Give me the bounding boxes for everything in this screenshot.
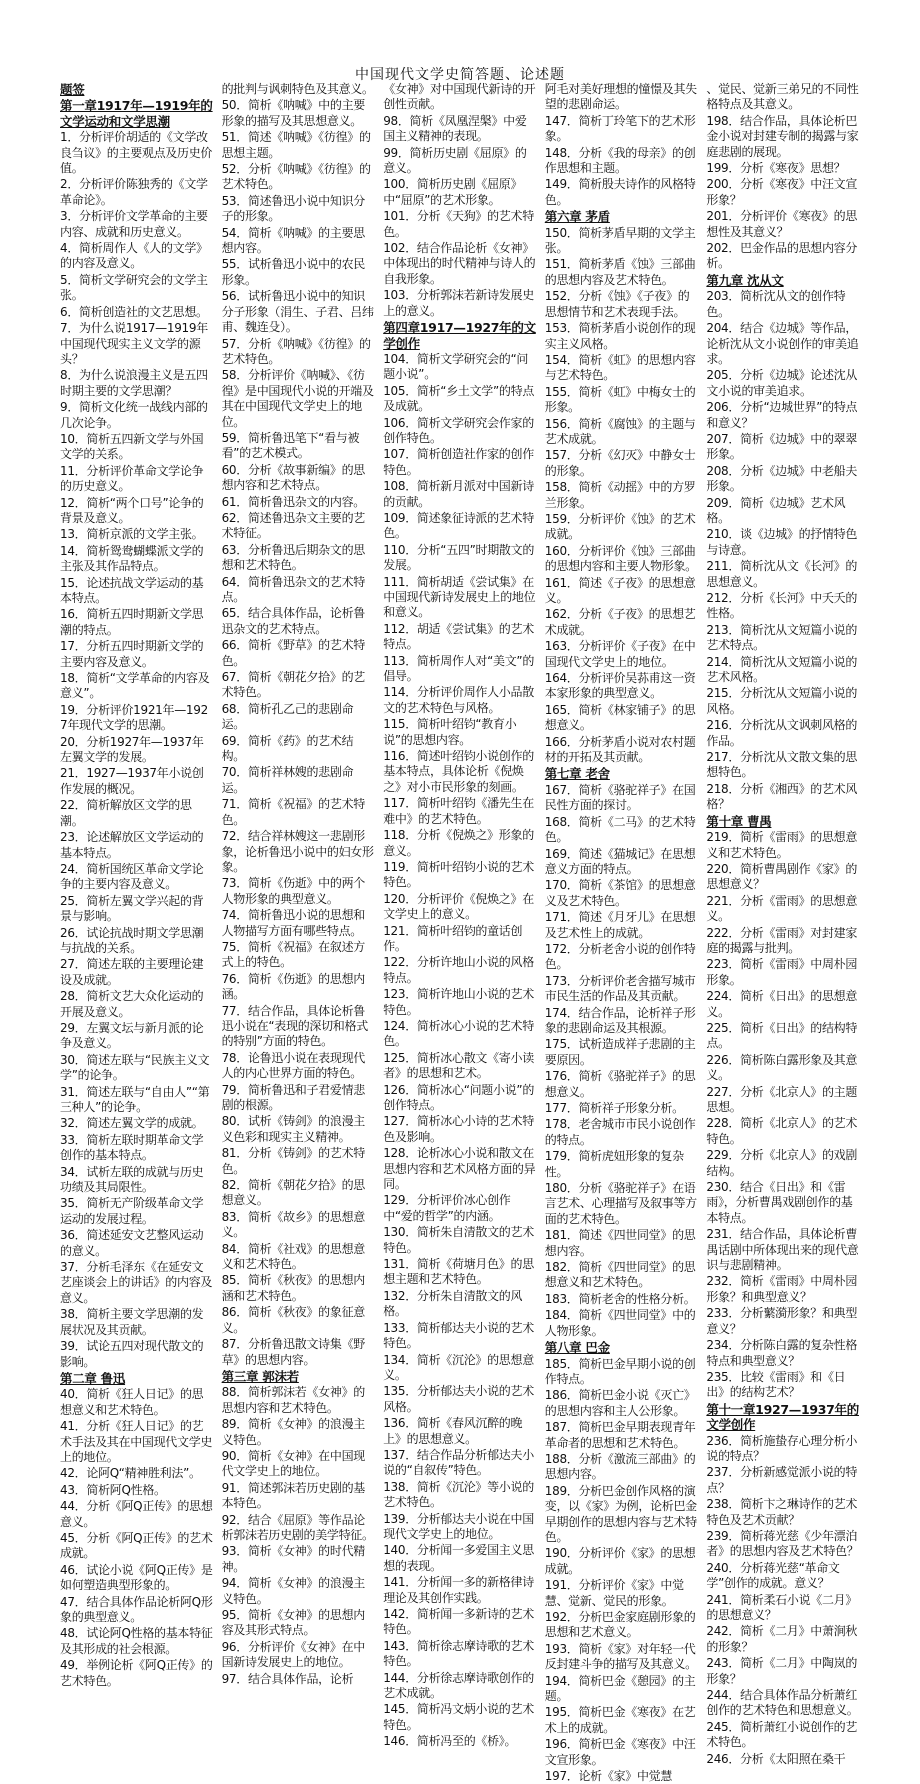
question-item: 41．分析《狂人日记》的艺术手法及其在中国现代文学史上的地位。 — [60, 1419, 213, 1464]
question-item: 176．简析《骆驼祥子》的思想意义。 — [544, 1069, 696, 1099]
question-item: 196．简析巴金《寒夜》中汪文宣形象。 — [544, 1737, 696, 1767]
question-item: 67．简析《朝花夕拾》的艺术特色。 — [221, 670, 365, 700]
question-item: 121．简析叶绍钧的童话创作。 — [383, 923, 523, 953]
question-item: 180．分析《骆驼祥子》在语言艺术、心理描写及叙事等方面的艺术特色。 — [544, 1181, 697, 1226]
question-item: 132．分析朱自清散文的风格。 — [383, 1288, 523, 1319]
question-item: 231．结合作品，具体论析曹禺话剧中所体现出来的现代意识与悲剧精神。 — [706, 1227, 859, 1273]
question-item: 131．简析《荷塘月色》的思想主题和艺术特色。 — [383, 1257, 534, 1287]
section-heading: 第四章1917—1927年的文学创作 — [383, 320, 536, 351]
question-item: 143．简析徐志摩诗歌的艺术特色。 — [383, 1638, 534, 1669]
question-item: 36．简述延安文艺整风运动的意义。 — [60, 1228, 204, 1258]
question-item: 86．简析《秋夜》的象征意义。 — [221, 1305, 365, 1335]
question-item: 227．分析《北京人》的主题思想。 — [706, 1084, 858, 1114]
question-item: 128．论析冰心小说和散文在思想内容和艺术风格方面的异同。 — [383, 1146, 536, 1192]
question-item: 《女神》对中国现代新诗的开创性贡献。 — [383, 82, 536, 112]
question-item: 29．左翼文坛与新月派的论争及意义。 — [60, 1020, 204, 1051]
question-item: 123．简析许地山小说的艺术特色。 — [383, 987, 534, 1017]
section-heading: 第七章 老舍 — [544, 766, 610, 782]
question-item: 44．分析《阿Q正传》的思想意义。 — [60, 1499, 213, 1529]
question-item: 7．为什么说1917—1919年中国现代现实主义文学的源头？ — [60, 321, 208, 366]
question-item: 103．分析郭沫若新诗发展史上的意义。 — [383, 288, 534, 318]
section-heading: 第九章 沈从文 — [706, 272, 784, 288]
question-item: 2．分析评价陈独秀的《文学革命论》。 — [60, 177, 208, 207]
question-item: 108．简析新月派对中国新诗的贡献。 — [383, 479, 534, 509]
question-item: 140．分析闻一多爱国主义思想的表现。 — [383, 1543, 534, 1573]
question-item: 43．简析阿Q性格。 — [60, 1482, 166, 1497]
question-item: 70．简析祥林嫂的悲剧命运。 — [221, 765, 354, 795]
question-item: 178．老舍城市市民小说创作的特点。 — [544, 1117, 696, 1147]
question-item: 1．分析评价胡适的《文学改良刍议》的主要观点及历史价值。 — [60, 130, 213, 176]
question-item: 5．简析文学研究会的文学主张。 — [60, 272, 208, 303]
text-column-5 — [706, 82, 860, 1766]
question-item: 220．简析曹禺剧作《家》的思想意义？ — [706, 861, 858, 892]
question-item: 127．简析冰心小诗的艺术特色及影响。 — [383, 1114, 534, 1144]
question-item: 46．试论小说《阿Q正传》是如何塑造典型形象的。 — [60, 1562, 213, 1593]
question-item: 139．分析郁达夫小说在中国现代文学史上的地位。 — [383, 1511, 534, 1541]
question-item: 62．简述鲁迅杂文主要的艺术特征。 — [221, 510, 365, 541]
question-item: 110．分析“五四”时期散文的发展。 — [383, 542, 535, 573]
question-item: 10．简析五四新文学与外国文学的关系。 — [60, 431, 204, 462]
question-item: 47．结合具体作品论析阿Q形象的典型意义。 — [60, 1594, 213, 1624]
question-item: 222．分析《雷雨》对封建家庭的揭露与批判。 — [706, 925, 858, 955]
question-item: 39．试论五四对现代散文的影响。 — [60, 1339, 204, 1369]
question-item: 83．简析《故乡》的思想意义。 — [221, 1209, 365, 1240]
question-item: 216．分析沈从文讽刺风格的作品。 — [706, 718, 858, 748]
section-heading: 第六章 茅盾 — [544, 209, 610, 225]
question-item: 183．简析老舍的性格分析。 — [544, 1291, 696, 1306]
question-item: 202．巴金作品的思想内容分析。 — [706, 241, 858, 271]
question-item: 37．分析毛泽东《在延安文艺座谈会上的讲话》的内容及意义。 — [60, 1260, 213, 1305]
question-item: 30．简述左联与“民族主义文学”的论争。 — [60, 1052, 210, 1083]
question-item: 71．简析《祝福》的艺术特色。 — [221, 797, 365, 827]
question-item: 87．分析鲁迅散文诗集《野草》的思想内容。 — [221, 1337, 365, 1367]
question-item: 163．分析评价《子夜》在中国现代文学史上的地位。 — [544, 639, 696, 669]
question-item: 186．简析巴金小说《灭亡》的思想内容和主人公形象。 — [544, 1388, 696, 1418]
question-item: 115．简析叶绍钧“教育小说”的思想内容。 — [383, 717, 517, 747]
question-item: 184．简析《四世同堂》中的人物形象。 — [544, 1308, 696, 1338]
question-item: 61．简析鲁迅杂文的内容。 — [221, 494, 365, 509]
question-item: 58．分析评价《呐喊》、《彷徨》是中国现代小说的开端及其在中国现代文学史上的地位。 — [221, 368, 374, 429]
question-item: 144．分析徐志摩诗歌创作的艺术成就。 — [383, 1670, 534, 1701]
question-item: 240．分析蒋光慈“革命文学”创作的成就。意义？ — [706, 1560, 840, 1591]
question-item: 48．试论阿Q性格的基本特征及其形成的社会根源。 — [60, 1626, 213, 1656]
question-item: 141．分析闻一多的新格律诗理论及其创作实践。 — [383, 1575, 534, 1605]
question-item: 185．简析巴金早期小说的创作特点。 — [544, 1356, 696, 1386]
question-item: 205．分析《边城》论述沈从文小说的审美追求。 — [706, 368, 858, 398]
question-item: 80．试析《铸剑》的浪漫主义色彩和现实主义精神。 — [221, 1114, 365, 1144]
question-item: 224．简析《日出》的思想意义。 — [706, 989, 858, 1019]
question-item: 52．分析《呐喊》《彷徨》的艺术特色。 — [221, 162, 371, 192]
question-item: 23．论述解放区文学运动的基本特点。 — [60, 830, 204, 860]
question-item: 167．简析《骆驼祥子》在国民性方面的探讨。 — [544, 782, 696, 813]
section-heading: 第八章 巴金 — [544, 1340, 610, 1356]
question-item: 17．分析五四时期新文学的主要内容及意义。 — [60, 639, 204, 669]
question-item: 89．简析《女神》的浪漫主义特色。 — [221, 1417, 365, 1447]
question-item: 79．简析鲁迅和子君爱情悲剧的根源。 — [221, 1082, 365, 1112]
question-item: 91．简述郭沫若历史剧的基本特色。 — [221, 1480, 365, 1511]
question-item: 85．简析《秋夜》的思想内涵和艺术特色。 — [221, 1273, 365, 1303]
question-item: 237．分析新感觉派小说的特点？ — [706, 1465, 858, 1495]
question-item: 69．简析《药》的艺术结构。 — [221, 733, 354, 764]
question-item: 155．简析《虹》中梅女士的形象。 — [544, 384, 696, 415]
question-item: 142．简析闻一多新诗的艺术特色。 — [383, 1607, 534, 1637]
question-item: 101．分析《天狗》的艺术特色。 — [383, 209, 534, 239]
question-item: 159．分析评价《蚀》的艺术成就。 — [544, 511, 696, 542]
question-item: 28．简析文艺大众化运动的开展及意义。 — [60, 989, 204, 1019]
question-item: 6．简析创造社的文艺思想。 — [60, 304, 208, 319]
question-item: 25．简析左翼文学兴起的背景与影响。 — [60, 893, 204, 924]
question-item: 192．分析巴金家庭剧形象的思想和艺术意义。 — [544, 1610, 696, 1640]
question-item: 154．简析《虹》的思想内容与艺术特色。 — [544, 352, 696, 383]
question-item: 45．分析《阿Q正传》的艺术成就。 — [60, 1530, 213, 1561]
question-item: 130．简析朱自清散文的艺术特色。 — [383, 1225, 534, 1255]
question-item: 93．简析《女神》的时代精神。 — [221, 1544, 365, 1574]
question-item: 169．简述《猫城记》在思想意义方面的特点。 — [544, 846, 696, 876]
question-item: 168．简析《二马》的艺术特色。 — [544, 814, 696, 845]
question-item: 214．简析沈从文短篇小说的艺术风格。 — [706, 654, 858, 685]
question-item: 57．分析《呐喊》《彷徨》的艺术特色。 — [221, 336, 371, 366]
question-item: 177．简析祥子形象分析。 — [544, 1101, 684, 1115]
question-item: 212．分析《长河》中夭夭的性格。 — [706, 591, 858, 621]
question-item: 165．简析《林家铺子》的思想意义。 — [544, 702, 696, 733]
question-item: 225．简析《日出》的结构特点。 — [706, 1020, 858, 1051]
section-heading: 第二章 鲁迅 — [60, 1370, 126, 1386]
question-item: 75．简析《祝福》在叙述方式上的特色。 — [221, 939, 365, 970]
question-item: 50．简析《呐喊》中的主要形象的描写及其思想意义。 — [221, 98, 365, 128]
question-item: 148．分析《我的母亲》的创作思想和主题。 — [544, 145, 696, 176]
question-item: 、觉民、觉新三弟兄的不同性格特点及其意义。 — [706, 82, 859, 112]
text-column-3 — [383, 82, 537, 1749]
question-item: 171．简述《月牙儿》在思想及艺术性上的成就。 — [544, 910, 696, 940]
question-item: 241．简析柔石小说《二月》的思想意义？ — [706, 1592, 858, 1622]
question-item: 219．简析《雷雨》的思想意义和艺术特色。 — [706, 830, 858, 860]
question-item: 53．简述鲁迅小说中知识分子的形象。 — [221, 193, 365, 224]
question-item: 152．分析《蚀》《子夜》的思想情节和艺术表现手法。 — [544, 289, 690, 319]
question-item: 73．简析《伤逝》中的两个人物形象的典型意义。 — [221, 876, 365, 906]
question-item: 203．简析沈从文的创作特色。 — [706, 289, 846, 319]
text-columns — [60, 82, 860, 1784]
question-item: 31．简述左联与“自由人”“第三种人”的论争。 — [60, 1084, 210, 1114]
question-item: 187．简析巴金早期表现青年革命者的思想和艺术特色。 — [544, 1420, 696, 1450]
question-item: 235．比较《雷雨》和《日出》的结构艺术？ — [706, 1369, 846, 1400]
question-item: 138．简析《沉沦》等小说的艺术特色。 — [383, 1479, 534, 1510]
question-item: 217．分析沈从文散文集的思想特色。 — [706, 750, 858, 780]
question-item: 97．结合具体作品，论析 — [221, 1671, 354, 1686]
question-item: 200．分析《寒夜》中汪文宣形象？ — [706, 177, 858, 207]
question-item: 198．结合作品，具体论析巴金小说对封建专制的揭露与家庭悲剧的展现。 — [706, 113, 859, 159]
question-item: 114．分析评价周作人小品散文的艺术特色与风格。 — [383, 685, 534, 715]
question-item: 88．简析郭沫若《女神》的思想内容和艺术特色。 — [221, 1385, 365, 1415]
question-item: 78．论鲁迅小说在表现现代人的内心世界方面的特色。 — [221, 1050, 365, 1081]
question-item: 12．简析“两个口号”论争的背景及意义。 — [60, 495, 204, 525]
question-item: 96．分析评价《女神》在中国新诗发展史上的地位。 — [221, 1639, 365, 1670]
question-item: 188．分析《激流三部曲》的思想内容。 — [544, 1451, 696, 1482]
question-item: 77．结合作品，具体论析鲁迅小说在“表现的深切和格式的特别”方面的特色。 — [221, 1003, 368, 1049]
question-item: 94．简析《女神》的浪漫主义特色。 — [221, 1576, 365, 1606]
question-item: 233．分析蘩漪形象？和典型意义？ — [706, 1306, 858, 1336]
question-item: 113．简析周作人对“美文”的倡导。 — [383, 653, 535, 684]
question-item: 15．论述抗战文学运动的基本特点。 — [60, 575, 204, 605]
question-item: 76．简析《伤逝》的思想内涵。 — [221, 971, 365, 1002]
question-item: 64．简析鲁迅杂文的艺术特点。 — [221, 574, 365, 604]
question-item: 162．分析《子夜》的思想艺术成就。 — [544, 607, 696, 637]
question-item: 105．简析“乡土文学”的特点及成就。 — [383, 383, 535, 414]
question-item: 175．试析造成祥子悲剧的主要原因。 — [544, 1037, 696, 1067]
question-item: 179．简析虎妞形象的复杂性。 — [544, 1149, 684, 1179]
question-item: 189．分析巴金创作风格的演变，以《家》为例，论析巴金早期创作的思想内容与艺术特色。 — [544, 1483, 697, 1544]
question-item: 172．分析老舍小说的创作特色。 — [544, 941, 696, 972]
text-column-1 — [60, 82, 214, 1688]
document-title: 中国现代文学史简答题、论述题 — [355, 67, 565, 83]
question-item: 206．分析“边城世界”的特点和意义？ — [706, 400, 858, 430]
question-item: 209．简析《边城》艺术风格。 — [706, 495, 846, 525]
question-item: 229．分析《北京人》的戏剧结构。 — [706, 1148, 858, 1178]
question-item: 20．分析1927年—1937年左翼文学的发展。 — [60, 734, 204, 765]
question-item: 84．简析《社戏》的思想意义和艺术特色。 — [221, 1241, 365, 1272]
question-item: 81．分析《铸剑》的艺术特色。 — [221, 1146, 365, 1176]
question-item: 59．简析鲁迅笔下“看与被看”的艺术模式。 — [221, 430, 360, 461]
question-item: 166．分析茅盾小说对农村题材的开拓及其贡献。 — [544, 734, 696, 765]
question-item: 32．简述左翼文学的成就。 — [60, 1116, 204, 1131]
question-item: 182．简析《四世同堂》的思想意义和艺术特色。 — [544, 1260, 696, 1290]
section-heading: 第一章1917年—1919年的文学运动和文学思潮 — [60, 98, 213, 129]
question-item: 232．简析《雷雨》中周朴园形象？和典型意义？ — [706, 1274, 858, 1304]
question-item: 126．简析冰心“问题小说”的创作特点。 — [383, 1082, 535, 1112]
question-item: 210．谈《边城》的抒情特色与诗意。 — [706, 527, 858, 557]
question-item: 99．简析历史剧《屈原》的意义。 — [383, 145, 527, 176]
question-item: 195．简析巴金《寒夜》在艺术上的成就。 — [544, 1705, 696, 1735]
question-item: 223．简析《雷雨》中周朴园形象。 — [706, 957, 858, 987]
question-item: 145．简析冯文炳小说的艺术特色。 — [383, 1702, 534, 1732]
question-item: 21．1927—1937年小说创作发展的概况。 — [60, 766, 204, 796]
question-item: 33．简析左联时期革命文学创作的基本特点。 — [60, 1132, 204, 1163]
question-item: 193．简析《家》对年轻一代反封建斗争的描写及其意义。 — [544, 1641, 697, 1672]
question-item: 16．简析五四时期新文学思潮的特点。 — [60, 607, 204, 637]
question-item: 197．论析《家》中觉慧 — [544, 1769, 673, 1784]
question-item: 137．结合作品分析郁达夫小说的“自叙传”特色。 — [383, 1447, 534, 1478]
question-item: 211．简析沈从文《长河》的思想意义。 — [706, 559, 858, 589]
question-item: 153．简析茅盾小说创作的现实主义风格。 — [544, 321, 696, 351]
section-heading: 第十一章1927—1937年的文学创作 — [706, 1401, 859, 1433]
question-item: 111．简析胡适《尝试集》在中国现代新诗发展史上的地位和意义。 — [383, 574, 536, 620]
question-item: 156．简析《腐蚀》的主题与艺术成就。 — [544, 416, 696, 446]
text-column-2 — [221, 82, 376, 1686]
question-item: 阿毛对美好理想的憧憬及其失望的悲剧命运。 — [544, 82, 697, 112]
question-item: 239．简析蒋光慈《少年漂泊者》的思想内容及艺术特色？ — [706, 1528, 859, 1559]
question-item: 191．分析评价《家》中觉慧、觉新、觉民的形象。 — [544, 1578, 684, 1608]
question-item: 的批判与讽刺特色及其意义。 — [221, 82, 374, 96]
question-item: 72．结合祥林嫂这一悲剧形象，论析鲁迅小说中的妇女形象。 — [221, 829, 374, 874]
question-item: 243．简析《二月》中陶岚的形象？ — [706, 1656, 858, 1686]
question-item: 102．结合作品论析《女神》中体现出的时代精神与诗人的自我形象。 — [383, 241, 536, 286]
question-item: 170．简析《茶馆》的思想意义及艺术特色。 — [544, 878, 696, 908]
question-item: 56．试析鲁迅小说中的知识分子形象（涓生、子君、吕纬甫、魏连殳）。 — [221, 289, 374, 335]
question-item: 218．分析《湘西》的艺术风格？ — [706, 781, 858, 812]
question-item: 49．举例论析《阿Q正传》的艺术特色。 — [60, 1658, 213, 1688]
question-item: 8．为什么说浪漫主义是五四时期主要的文学思潮？ — [60, 368, 208, 398]
question-item: 100．简析历史剧《屈原》中“屈原”的艺术形象。 — [383, 177, 523, 207]
question-item: 157．分析《幻灭》中静女士的形象。 — [544, 448, 696, 478]
question-item: 160．分析评价《蚀》三部曲的思想内容和主要人物形象。 — [544, 543, 697, 574]
question-item: 34．试析左联的成就与历史功绩及其局限性。 — [60, 1164, 204, 1195]
question-item: 27．简述左联的主要理论建设及成就。 — [60, 957, 204, 987]
question-item: 106．简析文学研究会作家的创作特色。 — [383, 415, 534, 445]
question-item: 60．分析《故事新编》的思想内容和艺术特点。 — [221, 462, 365, 493]
question-item: 228．简析《北京人》的艺术特色。 — [706, 1116, 858, 1146]
question-item: 11．分析评价革命文学论争的历史意义。 — [60, 463, 204, 494]
question-item: 24．简析国统区革命文学论争的主要内容及意义。 — [60, 861, 204, 892]
question-item: 13．简析京派的文学主张。 — [60, 527, 204, 542]
question-item: 3．分析评价文学革命的主要内容、成就和历史意义。 — [60, 209, 208, 239]
question-item: 104．简析文学研究会的“问题小说”。 — [383, 351, 529, 382]
question-item: 42．论阿Q“精神胜利法”。 — [60, 1466, 201, 1481]
question-item: 66．简析《野草》的艺术特色。 — [221, 638, 365, 668]
section-heading: 第十章 曹禺 — [706, 813, 772, 829]
question-item: 40．简析《狂人日记》的思想意义和艺术特色。 — [60, 1387, 204, 1417]
question-item: 65．结合具体作品，论析鲁迅杂文的艺术特点。 — [221, 606, 365, 636]
question-item: 146．简析冯至的《桥》。 — [383, 1734, 517, 1749]
question-item: 98．简析《凤凰涅槃》中爱国主义精神的表现。 — [383, 113, 527, 144]
question-item: 238．简析卞之琳诗作的艺术特色及艺术贡献？ — [706, 1497, 858, 1527]
question-item: 107．简析创造社作家的创作特色。 — [383, 447, 534, 477]
question-item: 164．分析评价吴荪甫这一资本家形象的典型意义。 — [544, 671, 696, 701]
question-item: 51．简述《呐喊》《彷徨》的思想主题。 — [221, 130, 371, 160]
question-item: 125．简析冰心散文《寄小读者》的思想和艺术。 — [383, 1050, 534, 1081]
question-item: 158．简析《动摇》中的方罗兰形象。 — [544, 480, 696, 510]
question-item: 221．分析《雷雨》的思想意义。 — [706, 893, 858, 924]
question-item: 136．简析《春风沉醉的晚上》的思想意义。 — [383, 1416, 523, 1446]
question-item: 199．分析《寒夜》思想？ — [706, 161, 846, 176]
question-item: 54．简析《呐喊》的主要思想内容。 — [221, 225, 365, 256]
question-item: 18．简析“文学革命的内容及意义”。 — [60, 671, 210, 701]
question-item: 116．简述叶绍钧小说创作的基本特点，具体论析《倪焕之》对小市民形象的刻画。 — [383, 749, 534, 794]
question-item: 151．简析茅盾《蚀》三部曲的思想内容及艺术特色。 — [544, 257, 696, 287]
question-item: 236．简析施蛰存心理分析小说的特点？ — [706, 1433, 858, 1463]
question-item: 14．简析鸳鸯蝴蝶派文学的主张及其作品特点。 — [60, 543, 204, 574]
section-heading: 第三章 郭沫若 — [221, 1368, 299, 1384]
section-heading: 题签 — [60, 82, 85, 97]
question-item: 92．结合《屈原》等作品论析郭沫若历史剧的美学特征。 — [221, 1512, 374, 1542]
question-item: 149．简析殷夫诗作的风格特色。 — [544, 177, 696, 207]
question-item: 242．简析《二月》中萧涧秋的形象？ — [706, 1624, 858, 1654]
question-item: 26．试论抗战时期文学思潮与抗战的关系。 — [60, 925, 204, 955]
question-item: 9．简析文化统一战线内部的几次论争。 — [60, 400, 208, 430]
question-item: 117．简析叶绍钧《潘先生在难中》的艺术特色。 — [383, 796, 534, 826]
question-item: 90．简析《女神》在中国现代文学史上的地位。 — [221, 1448, 365, 1479]
question-item: 4．简析周作人《人的文学》的内容及意义。 — [60, 241, 208, 271]
question-item: 55．试析鲁迅小说中的农民形象。 — [221, 257, 365, 287]
question-item: 226．简析陈白露形象及其意义。 — [706, 1052, 858, 1083]
question-item: 244．结合具体作品分析萧红创作的艺术特色和思想意义。 — [706, 1688, 859, 1718]
question-item: 109．简述象征诗派的艺术特色。 — [383, 510, 534, 541]
question-item: 129．分析评价冰心创作中“爱的哲学”的内涵。 — [383, 1193, 511, 1223]
question-item: 112．胡适《尝试集》的艺术特点。 — [383, 621, 534, 652]
question-item: 213．简析沈从文短篇小说的艺术特点。 — [706, 622, 858, 653]
question-item: 38．简析主要文学思潮的发展状况及其贡献。 — [60, 1307, 204, 1337]
question-item: 174．结合作品，论析祥子形象的悲剧命运及其根源。 — [544, 1005, 696, 1035]
question-item: 35．简析无产阶级革命文学运动的发展过程。 — [60, 1196, 204, 1226]
question-item: 234．分析陈白露的复杂性格特点和典型意义？ — [706, 1338, 858, 1368]
question-item: 22．简析解放区文学的思潮。 — [60, 798, 192, 828]
question-item: 150．简析茅盾早期的文学主张。 — [544, 225, 696, 256]
question-item: 201．分析评价《寒夜》的思想性及其意义？ — [706, 209, 858, 239]
question-item: 133．简析郁达夫小说的艺术特色。 — [383, 1320, 534, 1351]
question-item: 208．分析《边城》中老船夫形象。 — [706, 463, 858, 494]
question-item: 122．分析许地山小说的风格特点。 — [383, 955, 534, 985]
question-item: 120．分析评价《倪焕之》在文学史上的意义。 — [383, 891, 534, 922]
question-item: 19．分析评价1921年—1927年现代文学的思潮。 — [60, 702, 208, 733]
question-item: 173．分析评价老舍描写城市市民生活的作品及其贡献。 — [544, 973, 696, 1004]
question-item: 147．简析丁玲笔下的艺术形象。 — [544, 113, 696, 144]
question-item: 63．分析鲁迅后期杂文的思想和艺术特色。 — [221, 542, 365, 573]
question-item: 68．简析孔乙己的悲剧命运。 — [221, 701, 354, 732]
question-item: 181．简述《四世同堂》的思想内容。 — [544, 1228, 696, 1258]
question-item: 82．简析《朝花夕拾》的思想意义。 — [221, 1178, 365, 1208]
question-item: 245．简析萧红小说创作的艺术特色。 — [706, 1719, 858, 1750]
question-item: 194．简析巴金《憩园》的主题。 — [544, 1673, 696, 1704]
question-item: 74．简析鲁迅小说的思想和人物描写方面有哪些特点。 — [221, 908, 365, 938]
question-item: 95．简析《女神》的思想内容及其形式特点。 — [221, 1608, 365, 1638]
question-item: 134．简析《沉沦》的思想意义。 — [383, 1352, 534, 1382]
question-item: 190．分析评价《家》的思想成就。 — [544, 1546, 696, 1576]
question-item: 118．分析《倪焕之》形象的意义。 — [383, 828, 534, 858]
question-item: 230．结合《日出》和《雷雨》，分析曹禺戏剧创作的基本特点。 — [706, 1180, 853, 1225]
question-item: 124．简析冰心小说的艺术特色。 — [383, 1018, 534, 1049]
question-item: 119．简析叶绍钧小说的艺术特色。 — [383, 859, 534, 890]
text-column-4 — [544, 82, 699, 1784]
question-item: 246．分析《太阳照在桑干 — [706, 1751, 846, 1766]
question-item: 135．分析郁达夫小说的艺术风格。 — [383, 1384, 534, 1414]
question-item: 215．分析沈从文短篇小说的风格。 — [706, 686, 858, 716]
question-item: 207．简析《边城》中的翠翠形象。 — [706, 431, 858, 462]
question-item: 204．结合《边城》等作品，论析沈从文小说创作的审美追求。 — [706, 321, 859, 366]
question-item: 161．简述《子夜》的思想意义。 — [544, 575, 696, 605]
